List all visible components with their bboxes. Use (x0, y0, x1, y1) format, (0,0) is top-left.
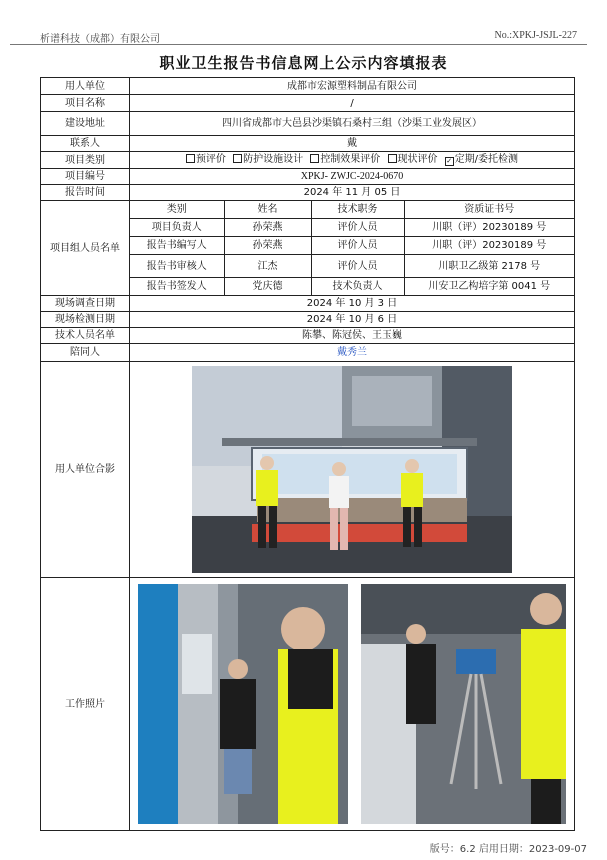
address-label: 建设地址 (41, 112, 130, 136)
checkbox-icon[interactable] (388, 154, 397, 163)
member-name: 党庆德 (224, 278, 311, 296)
member-role: 报告书审核人 (130, 255, 224, 278)
work-photo-cell (130, 578, 575, 831)
technicians-value: 陈攀、陈冠侯、王玉巍 (130, 328, 575, 344)
contact-value: 戴 (130, 136, 575, 152)
member-cert: 川职（评）20230189 号 (404, 237, 574, 255)
employer-label: 用人单位 (41, 78, 130, 95)
members-header: 技术职务 (311, 201, 404, 219)
project-no-value: XPKJ- ZWJC-2024-0670 (130, 169, 575, 185)
survey-date-value: 2024 年 10 月 3 日 (130, 296, 575, 312)
company-name: 析谱科技（成都）有限公司 (40, 34, 160, 45)
header-divider (10, 44, 587, 45)
table-row (130, 255, 574, 278)
document-number: No.:XPKJ-JSJL-227 (494, 30, 577, 41)
member-name: 孙荣燕 (224, 219, 311, 237)
report-time-value: 2024 年 11 月 05 日 (130, 185, 575, 201)
members-header: 姓名 (224, 201, 311, 219)
category-option[interactable]: ✓ 定期/委托检测 (446, 154, 519, 165)
address-value: 四川省成都市大邑县沙渠镇石桑村三组（沙渠工业发展区） (130, 112, 575, 136)
table-row (130, 278, 574, 296)
member-title: 评价人员 (311, 219, 404, 237)
members-header: 资质证书号 (404, 201, 574, 219)
group-photo-cell (130, 362, 575, 578)
category-label: 项目类别 (41, 152, 130, 169)
member-role: 报告书签发人 (130, 278, 224, 296)
work-photo-right (361, 584, 566, 824)
member-name: 孙荣燕 (224, 237, 311, 255)
checked-checkbox-icon[interactable]: ✓ (446, 157, 453, 165)
member-cert: 川职（评）20230189 号 (404, 219, 574, 237)
members-header: 类别 (130, 201, 224, 219)
category-option[interactable]: 控制效果评价 (310, 154, 380, 165)
members-table (130, 201, 574, 295)
work-photos-row (130, 584, 574, 824)
checkbox-icon[interactable] (233, 154, 242, 163)
info-table (40, 77, 575, 831)
page-title: 职业卫生报告书信息网上公示内容填报表 (159, 54, 448, 72)
members-cell (130, 201, 575, 296)
category-options (130, 152, 575, 169)
group-photo-image (192, 366, 512, 573)
category-option[interactable]: 现状评价 (388, 154, 438, 165)
member-title: 评价人员 (311, 255, 404, 278)
member-cert: 川安卫乙构培字第 0041 号 (404, 278, 574, 296)
work-photo-label: 工作照片 (41, 578, 130, 831)
survey-date-label: 现场调查日期 (41, 296, 130, 312)
project-name-value: / (130, 95, 575, 112)
members-label: 项目组人员名单 (41, 201, 130, 296)
member-role: 报告书编写人 (130, 237, 224, 255)
work-photo-left (138, 584, 348, 824)
technicians-label: 技术人员名单 (41, 328, 130, 344)
companion-label: 陪同人 (41, 344, 130, 362)
checkbox-icon[interactable] (310, 154, 319, 163)
member-role: 项目负责人 (130, 219, 224, 237)
group-photo (192, 366, 512, 573)
footer-version: 版号：6.2 启用日期：2023-09-07 (429, 844, 587, 855)
companion-value: 戴秀兰 (130, 344, 575, 362)
employer-value: 成都市宏源塑料制品有限公司 (130, 78, 575, 95)
group-photo-label: 用人单位合影 (41, 362, 130, 578)
project-no-label: 项目编号 (41, 169, 130, 185)
test-date-label: 现场检测日期 (41, 312, 130, 328)
member-cert: 川职卫乙级第 2178 号 (404, 255, 574, 278)
member-title: 评价人员 (311, 237, 404, 255)
category-option[interactable]: 预评价 (186, 154, 226, 165)
checkbox-icon[interactable] (186, 154, 195, 163)
table-row (130, 219, 574, 237)
table-row (130, 237, 574, 255)
test-date-value: 2024 年 10 月 6 日 (130, 312, 575, 328)
contact-label: 联系人 (41, 136, 130, 152)
report-time-label: 报告时间 (41, 185, 130, 201)
project-name-label: 项目名称 (41, 95, 130, 112)
category-option[interactable]: 防护设施设计 (233, 154, 303, 165)
member-title: 技术负责人 (311, 278, 404, 296)
member-name: 江杰 (224, 255, 311, 278)
